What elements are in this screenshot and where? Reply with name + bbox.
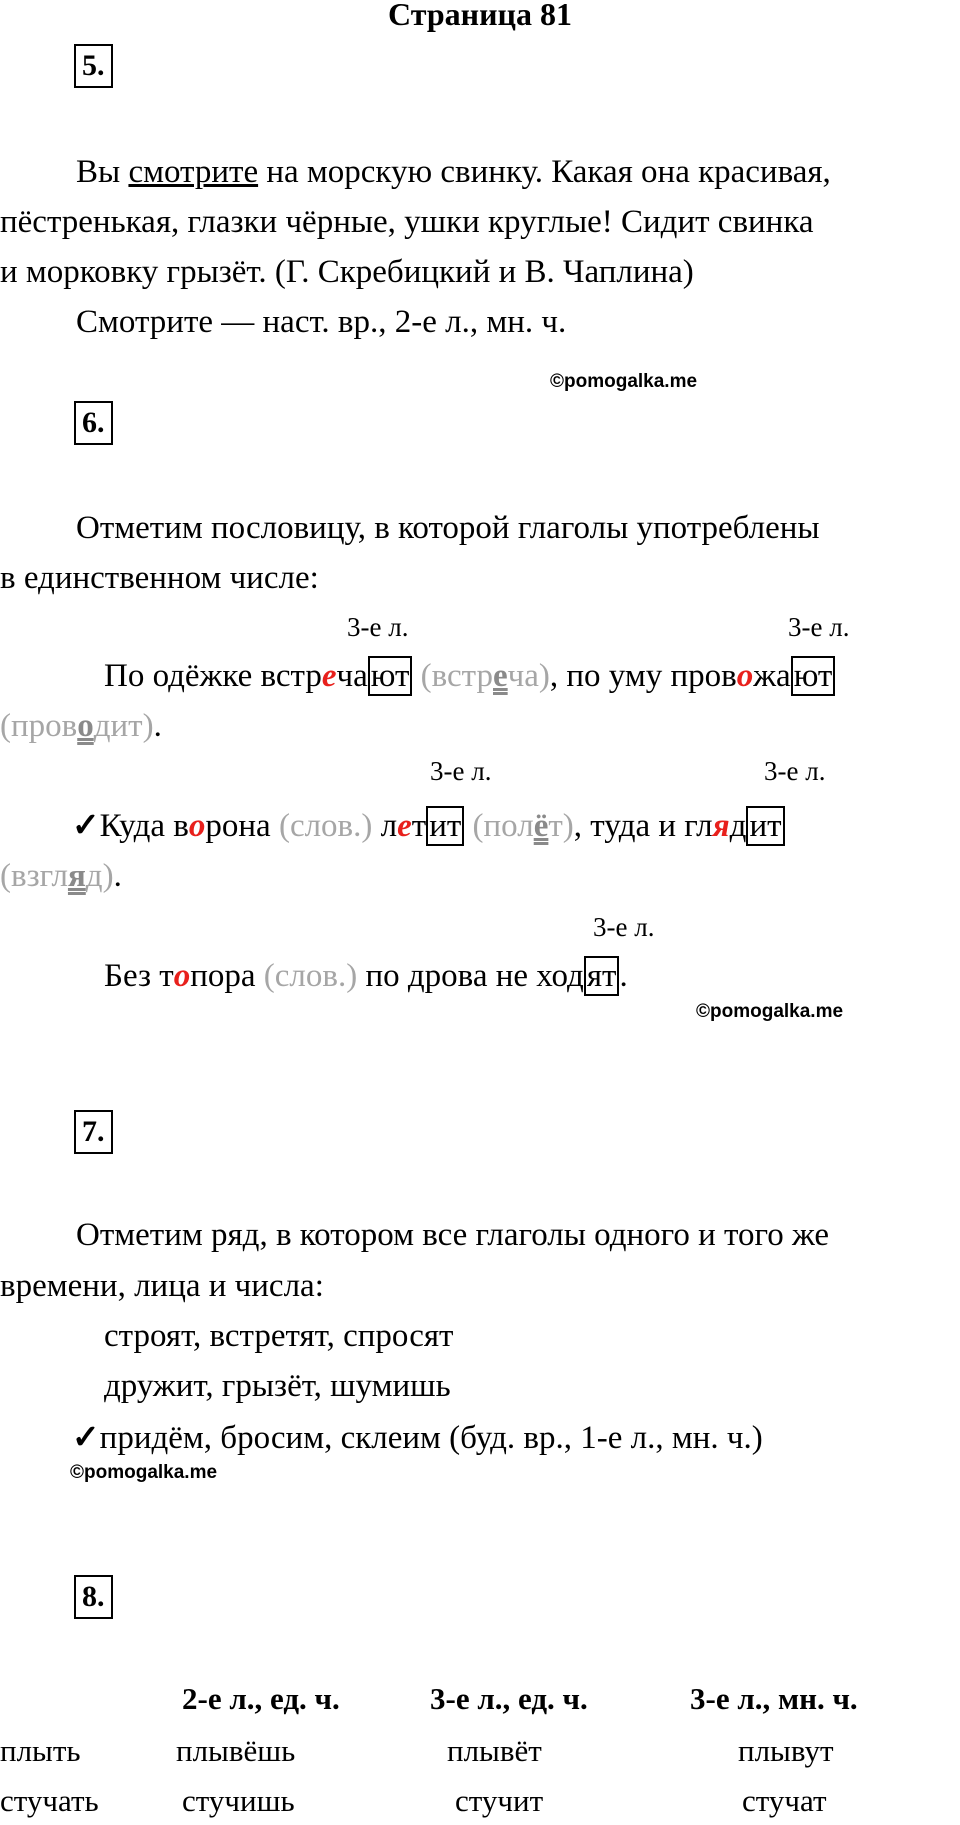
task-6-intro-1: Отметим пословицу, в которой глаголы употреблены [76,510,820,546]
task-7-intro-2: времени, лица и числа: [0,1268,324,1304]
task-5-line-3: и морковку грызёт. (Г. Скребицкий и В. Чаплина) [0,254,694,290]
task-6-number: 6. [74,401,113,445]
table-cell: стучишь [182,1783,295,1818]
proverb-1-line-1: По одёжке встречают (встреча), по уму провожают [104,656,835,696]
task-7-row-3: ✓придём, бросим, склеим (буд. вр., 1-е л., мн. ч.) [72,1420,763,1456]
annotation-3rd-person: 3-е л. [764,756,826,786]
ending-box: ют [368,656,413,696]
task-7-intro-1: Отметим ряд, в котором все глаголы одного и того же [76,1217,830,1253]
table-cell: плывёт [447,1733,542,1768]
annotation-3rd-person: 3-е л. [788,612,850,642]
annotation-3rd-person: 3-е л. [430,756,492,786]
ending-box: ют [791,656,836,696]
table-cell: плывут [738,1733,834,1768]
proverb-3: Без топора (слов.) по дрова не ходят. [104,958,628,994]
check-mark-icon: ✓ [72,1420,100,1456]
task-5-line-1: Вы смотрите на морскую свинку. Какая она красивая, [76,154,831,190]
table-cell: плыть [0,1733,81,1768]
annotation-3rd-person: 3-е л. [593,912,655,942]
task-7-row-1: строят, встретят, спросят [104,1318,454,1354]
proverb-2-line-2: (взгляд). [0,858,122,894]
underlined-verb: смотрите [128,154,259,190]
task-5-number: 5. [74,44,113,88]
task-5-line-2: пёстренькая, глазки чёрные, ушки круглые! Сидит свинка [0,204,814,240]
table-cell: плывёшь [176,1733,296,1768]
table-header: 3-е л., мн. ч. [690,1681,858,1716]
task-6-intro-2: в единственном числе: [0,560,319,596]
check-mark-icon: ✓ [72,808,100,844]
ending-box: ит [426,806,464,846]
proverb-1-line-2: (проводит). [0,708,162,744]
table-header: 2-е л., ед. ч. [182,1681,340,1716]
annotation-3rd-person: 3-е л. [347,612,409,642]
proverb-2-line-1: ✓Куда ворона (слов.) летит (полёт), туда и глядит [72,806,785,846]
task-7-number: 7. [74,1110,113,1154]
task-8-number: 8. [74,1575,113,1619]
task-5-answer: Смотрите — наст. вр., 2-е л., мн. ч. [76,304,567,340]
table-cell: стучать [0,1783,99,1818]
table-cell: стучат [742,1783,827,1818]
ending-box: ит [746,806,784,846]
table-cell: стучит [455,1783,544,1818]
watermark: ©pomogalka.me [550,371,698,392]
ending-box: ят [584,956,620,996]
watermark: ©pomogalka.me [70,1462,218,1483]
watermark: ©pomogalka.me [696,1001,844,1022]
table-header: 3-е л., ед. ч. [430,1681,588,1716]
task-7-row-2: дружит, грызёт, шумишь [104,1368,451,1404]
page-title: Страница 81 [388,0,572,32]
